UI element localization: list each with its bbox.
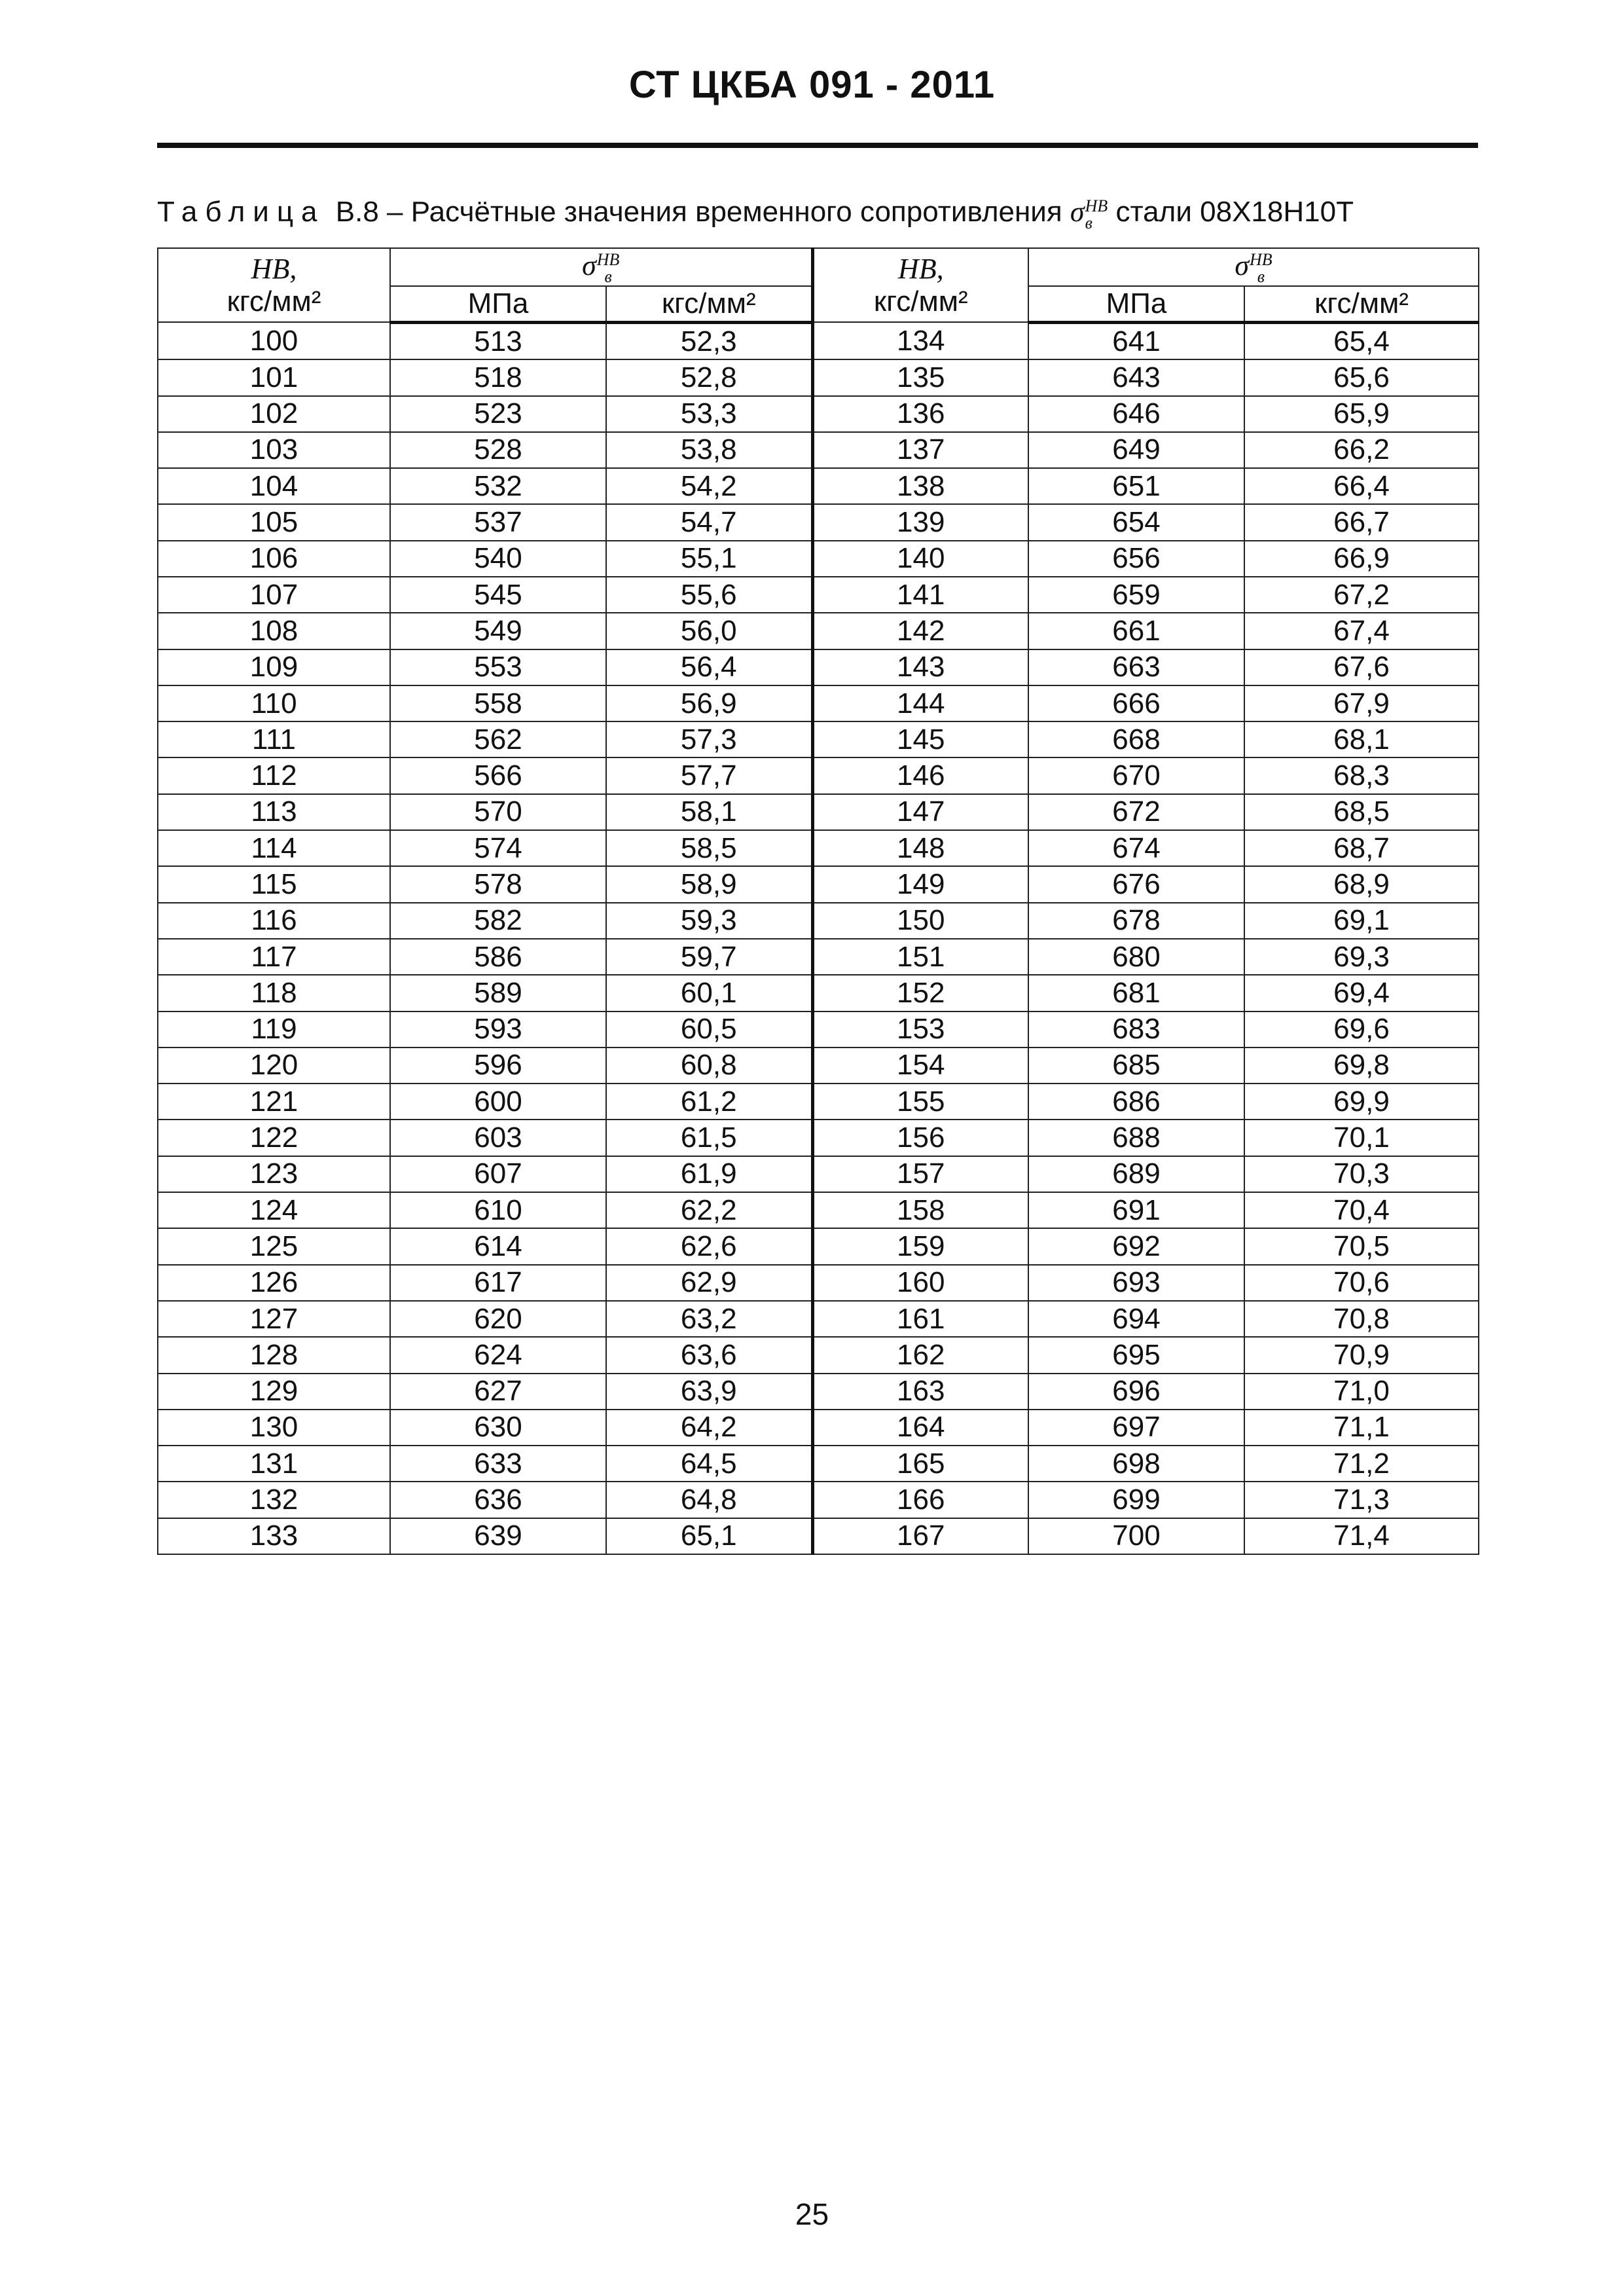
- cell-hb-left: 128: [158, 1337, 390, 1373]
- table-row: [158, 830, 1479, 866]
- cell-mpa-left: 513: [390, 322, 606, 359]
- cell-mpa-right: 676: [1028, 866, 1244, 902]
- cell-hb-right: 145: [812, 721, 1028, 757]
- cell-kgf-right: 71,3: [1244, 1482, 1479, 1518]
- table-row: [158, 396, 1479, 432]
- cell-hb-right: 144: [812, 685, 1028, 721]
- cell-kgf-right: 71,1: [1244, 1410, 1479, 1446]
- cell-hb-left: 114: [158, 830, 390, 866]
- cell-mpa-right: 681: [1028, 975, 1244, 1011]
- table-row: [158, 1011, 1479, 1048]
- cell-mpa-right: 688: [1028, 1120, 1244, 1156]
- cell-kgf-left: 61,5: [606, 1120, 812, 1156]
- cell-kgf-left: 58,9: [606, 866, 812, 902]
- caption-sigma-symbol: σ HB в: [1070, 196, 1108, 232]
- cell-hb-left: 122: [158, 1120, 390, 1156]
- cell-kgf-right: 71,4: [1244, 1518, 1479, 1554]
- cell-hb-right: 153: [812, 1011, 1028, 1048]
- table-row: [158, 1156, 1479, 1192]
- cell-kgf-left: 58,1: [606, 794, 812, 830]
- cell-kgf-right: 67,9: [1244, 685, 1479, 721]
- cell-mpa-right: 656: [1028, 541, 1244, 577]
- cell-mpa-left: 624: [390, 1337, 606, 1373]
- cell-hb-right: 151: [812, 939, 1028, 975]
- cell-mpa-right: 689: [1028, 1156, 1244, 1192]
- cell-mpa-right: 693: [1028, 1265, 1244, 1301]
- cell-mpa-left: 532: [390, 468, 606, 504]
- cell-hb-right: 146: [812, 757, 1028, 793]
- cell-mpa-left: 603: [390, 1120, 606, 1156]
- cell-hb-left: 133: [158, 1518, 390, 1554]
- table-row: [158, 939, 1479, 975]
- cell-hb-left: 105: [158, 504, 390, 540]
- cell-mpa-right: 659: [1028, 577, 1244, 613]
- cell-kgf-left: 63,6: [606, 1337, 812, 1373]
- table-row: [158, 1301, 1479, 1337]
- cell-kgf-right: 69,3: [1244, 939, 1479, 975]
- cell-mpa-right: 672: [1028, 794, 1244, 830]
- table-caption: [157, 195, 1354, 232]
- cell-hb-left: 121: [158, 1084, 390, 1120]
- cell-hb-right: 136: [812, 396, 1028, 432]
- cell-kgf-left: 63,9: [606, 1374, 812, 1410]
- cell-mpa-right: 686: [1028, 1084, 1244, 1120]
- table-row: [158, 1410, 1479, 1446]
- cell-mpa-left: 617: [390, 1265, 606, 1301]
- cell-kgf-left: 61,9: [606, 1156, 812, 1192]
- table-row: [158, 1192, 1479, 1228]
- cell-kgf-right: 70,1: [1244, 1120, 1479, 1156]
- cell-hb-left: 110: [158, 685, 390, 721]
- cell-mpa-left: 607: [390, 1156, 606, 1192]
- cell-kgf-right: 70,9: [1244, 1337, 1479, 1373]
- cell-kgf-right: 68,3: [1244, 757, 1479, 793]
- cell-mpa-right: 651: [1028, 468, 1244, 504]
- cell-hb-right: 142: [812, 613, 1028, 649]
- cell-hb-left: 102: [158, 396, 390, 432]
- cell-mpa-right: 685: [1028, 1048, 1244, 1084]
- cell-mpa-left: 528: [390, 432, 606, 468]
- table-row: [158, 322, 1479, 359]
- cell-hb-right: 139: [812, 504, 1028, 540]
- cell-hb-left: 116: [158, 903, 390, 939]
- header-rule: [157, 143, 1478, 148]
- cell-hb-left: 113: [158, 794, 390, 830]
- cell-kgf-left: 65,1: [606, 1518, 812, 1554]
- cell-kgf-left: 64,8: [606, 1482, 812, 1518]
- cell-mpa-right: 670: [1028, 757, 1244, 793]
- caption-steel-grade: стали 08Х18Н10Т: [1115, 196, 1354, 228]
- cell-kgf-right: 68,7: [1244, 830, 1479, 866]
- table-row: [158, 1084, 1479, 1120]
- header-sigma-left: σ HB в: [390, 248, 812, 286]
- cell-hb-right: 149: [812, 866, 1028, 902]
- cell-mpa-right: 666: [1028, 685, 1244, 721]
- cell-mpa-right: 697: [1028, 1410, 1244, 1446]
- cell-kgf-right: 69,8: [1244, 1048, 1479, 1084]
- cell-hb-left: 103: [158, 432, 390, 468]
- cell-mpa-left: 636: [390, 1482, 606, 1518]
- cell-kgf-left: 52,8: [606, 359, 812, 395]
- cell-hb-right: 141: [812, 577, 1028, 613]
- cell-mpa-right: 680: [1028, 939, 1244, 975]
- cell-kgf-right: 70,8: [1244, 1301, 1479, 1337]
- cell-mpa-right: 683: [1028, 1011, 1244, 1048]
- cell-hb-left: 129: [158, 1374, 390, 1410]
- cell-hb-right: 166: [812, 1482, 1028, 1518]
- table-row: [158, 975, 1479, 1011]
- cell-hb-left: 117: [158, 939, 390, 975]
- table-row: [158, 541, 1479, 577]
- header-kgf-left: кгс/мм²: [606, 286, 812, 323]
- cell-kgf-left: 62,2: [606, 1192, 812, 1228]
- cell-hb-right: 155: [812, 1084, 1028, 1120]
- cell-kgf-left: 52,3: [606, 322, 812, 359]
- cell-kgf-left: 54,7: [606, 504, 812, 540]
- cell-hb-left: 100: [158, 322, 390, 359]
- cell-mpa-right: 696: [1028, 1374, 1244, 1410]
- header-sigma-right: σ HB в: [1028, 248, 1479, 286]
- cell-hb-left: 107: [158, 577, 390, 613]
- cell-kgf-left: 62,9: [606, 1265, 812, 1301]
- cell-kgf-right: 65,9: [1244, 396, 1479, 432]
- cell-hb-right: 134: [812, 322, 1028, 359]
- cell-kgf-left: 53,8: [606, 432, 812, 468]
- cell-mpa-right: 674: [1028, 830, 1244, 866]
- table-row: [158, 866, 1479, 902]
- cell-mpa-right: 663: [1028, 649, 1244, 685]
- cell-hb-right: 157: [812, 1156, 1028, 1192]
- cell-mpa-right: 654: [1028, 504, 1244, 540]
- cell-kgf-right: 66,7: [1244, 504, 1479, 540]
- cell-hb-right: 165: [812, 1446, 1028, 1482]
- header-hb-left: HB, кгс/мм²: [158, 248, 390, 322]
- cell-hb-left: 124: [158, 1192, 390, 1228]
- cell-mpa-left: 586: [390, 939, 606, 975]
- cell-hb-right: 137: [812, 432, 1028, 468]
- cell-hb-left: 109: [158, 649, 390, 685]
- table-row: [158, 1228, 1479, 1264]
- cell-mpa-right: 661: [1028, 613, 1244, 649]
- cell-hb-left: 111: [158, 721, 390, 757]
- document-title: СТ ЦКБА 091 - 2011: [628, 64, 996, 106]
- caption-text: Расчётные значения временного сопротивления: [410, 196, 1062, 228]
- cell-hb-right: 150: [812, 903, 1028, 939]
- table-row: [158, 432, 1479, 468]
- cell-kgf-right: 69,4: [1244, 975, 1479, 1011]
- cell-mpa-left: 566: [390, 757, 606, 793]
- header-kgf-right: кгс/мм²: [1244, 286, 1479, 323]
- cell-hb-right: 167: [812, 1518, 1028, 1554]
- cell-mpa-left: 589: [390, 975, 606, 1011]
- cell-mpa-right: 678: [1028, 903, 1244, 939]
- cell-kgf-left: 62,6: [606, 1228, 812, 1264]
- cell-hb-right: 160: [812, 1265, 1028, 1301]
- cell-kgf-left: 56,9: [606, 685, 812, 721]
- cell-kgf-left: 60,1: [606, 975, 812, 1011]
- cell-hb-left: 104: [158, 468, 390, 504]
- cell-mpa-left: 582: [390, 903, 606, 939]
- cell-mpa-left: 593: [390, 1011, 606, 1048]
- cell-kgf-right: 65,6: [1244, 359, 1479, 395]
- cell-hb-right: 164: [812, 1410, 1028, 1446]
- header-hb-right: HB, кгс/мм²: [812, 248, 1028, 322]
- table-body: [158, 322, 1479, 1554]
- cell-hb-left: 126: [158, 1265, 390, 1301]
- cell-hb-right: 163: [812, 1374, 1028, 1410]
- cell-hb-right: 135: [812, 359, 1028, 395]
- table-row: [158, 649, 1479, 685]
- cell-kgf-left: 64,5: [606, 1446, 812, 1482]
- table-row: [158, 468, 1479, 504]
- cell-kgf-right: 65,4: [1244, 322, 1479, 359]
- cell-hb-right: 143: [812, 649, 1028, 685]
- cell-mpa-left: 570: [390, 794, 606, 830]
- cell-mpa-right: 641: [1028, 322, 1244, 359]
- cell-hb-left: 120: [158, 1048, 390, 1084]
- cell-kgf-left: 63,2: [606, 1301, 812, 1337]
- cell-mpa-right: 668: [1028, 721, 1244, 757]
- cell-hb-right: 161: [812, 1301, 1028, 1337]
- table-row: [158, 1265, 1479, 1301]
- cell-hb-right: 154: [812, 1048, 1028, 1084]
- cell-kgf-left: 57,7: [606, 757, 812, 793]
- cell-kgf-left: 56,4: [606, 649, 812, 685]
- cell-hb-right: 156: [812, 1120, 1028, 1156]
- cell-kgf-right: 68,9: [1244, 866, 1479, 902]
- cell-hb-left: 119: [158, 1011, 390, 1048]
- cell-hb-right: 147: [812, 794, 1028, 830]
- table-row: [158, 1337, 1479, 1373]
- cell-kgf-left: 64,2: [606, 1410, 812, 1446]
- cell-hb-right: 138: [812, 468, 1028, 504]
- cell-kgf-left: 59,3: [606, 903, 812, 939]
- cell-kgf-left: 54,2: [606, 468, 812, 504]
- cell-mpa-left: 537: [390, 504, 606, 540]
- cell-hb-left: 106: [158, 541, 390, 577]
- cell-mpa-left: 540: [390, 541, 606, 577]
- cell-kgf-left: 58,5: [606, 830, 812, 866]
- cell-mpa-left: 627: [390, 1374, 606, 1410]
- cell-hb-left: 125: [158, 1228, 390, 1264]
- cell-mpa-right: 643: [1028, 359, 1244, 395]
- table-row: [158, 1048, 1479, 1084]
- table-row: [158, 685, 1479, 721]
- cell-mpa-left: 518: [390, 359, 606, 395]
- cell-kgf-right: 69,9: [1244, 1084, 1479, 1120]
- cell-hb-left: 123: [158, 1156, 390, 1192]
- cell-kgf-right: 67,6: [1244, 649, 1479, 685]
- cell-mpa-left: 614: [390, 1228, 606, 1264]
- cell-mpa-right: 649: [1028, 432, 1244, 468]
- cell-kgf-right: 66,2: [1244, 432, 1479, 468]
- strength-table: [157, 247, 1479, 1555]
- cell-kgf-left: 55,1: [606, 541, 812, 577]
- cell-hb-left: 108: [158, 613, 390, 649]
- cell-kgf-left: 59,7: [606, 939, 812, 975]
- cell-mpa-left: 549: [390, 613, 606, 649]
- cell-kgf-right: 67,2: [1244, 577, 1479, 613]
- cell-hb-right: 148: [812, 830, 1028, 866]
- cell-mpa-left: 558: [390, 685, 606, 721]
- cell-kgf-right: 71,0: [1244, 1374, 1479, 1410]
- cell-mpa-left: 620: [390, 1301, 606, 1337]
- cell-kgf-right: 68,1: [1244, 721, 1479, 757]
- cell-kgf-right: 69,1: [1244, 903, 1479, 939]
- cell-kgf-left: 61,2: [606, 1084, 812, 1120]
- cell-mpa-right: 700: [1028, 1518, 1244, 1554]
- cell-kgf-right: 67,4: [1244, 613, 1479, 649]
- cell-mpa-left: 562: [390, 721, 606, 757]
- table-row: [158, 721, 1479, 757]
- cell-hb-right: 152: [812, 975, 1028, 1011]
- header-mpa-left: МПа: [390, 286, 606, 323]
- cell-hb-left: 132: [158, 1482, 390, 1518]
- cell-mpa-left: 578: [390, 866, 606, 902]
- cell-kgf-left: 53,3: [606, 396, 812, 432]
- cell-mpa-left: 545: [390, 577, 606, 613]
- cell-hb-left: 115: [158, 866, 390, 902]
- header-mpa-right: МПа: [1028, 286, 1244, 323]
- cell-hb-right: 140: [812, 541, 1028, 577]
- cell-hb-right: 162: [812, 1337, 1028, 1373]
- table-row: [158, 1518, 1479, 1554]
- cell-mpa-left: 523: [390, 396, 606, 432]
- cell-kgf-right: 70,4: [1244, 1192, 1479, 1228]
- cell-mpa-right: 699: [1028, 1482, 1244, 1518]
- cell-hb-left: 130: [158, 1410, 390, 1446]
- page-number: 25: [795, 2197, 829, 2231]
- table-row: [158, 1482, 1479, 1518]
- cell-hb-left: 112: [158, 757, 390, 793]
- cell-kgf-right: 69,6: [1244, 1011, 1479, 1048]
- cell-hb-left: 101: [158, 359, 390, 395]
- cell-mpa-left: 630: [390, 1410, 606, 1446]
- cell-mpa-left: 596: [390, 1048, 606, 1084]
- table-row: [158, 1446, 1479, 1482]
- cell-mpa-right: 691: [1028, 1192, 1244, 1228]
- cell-kgf-right: 68,5: [1244, 794, 1479, 830]
- table-row: [158, 577, 1479, 613]
- cell-kgf-left: 55,6: [606, 577, 812, 613]
- caption-number: В.8 –: [335, 196, 403, 228]
- cell-kgf-right: 71,2: [1244, 1446, 1479, 1482]
- cell-kgf-left: 56,0: [606, 613, 812, 649]
- cell-mpa-right: 694: [1028, 1301, 1244, 1337]
- cell-mpa-left: 600: [390, 1084, 606, 1120]
- cell-kgf-right: 66,4: [1244, 468, 1479, 504]
- table-row: [158, 504, 1479, 540]
- cell-mpa-right: 698: [1028, 1446, 1244, 1482]
- table-row: [158, 359, 1479, 395]
- cell-kgf-right: 66,9: [1244, 541, 1479, 577]
- cell-kgf-right: 70,3: [1244, 1156, 1479, 1192]
- table-row: [158, 757, 1479, 793]
- cell-kgf-left: 57,3: [606, 721, 812, 757]
- table-row: [158, 903, 1479, 939]
- cell-hb-left: 118: [158, 975, 390, 1011]
- cell-kgf-right: 70,6: [1244, 1265, 1479, 1301]
- cell-hb-left: 127: [158, 1301, 390, 1337]
- cell-kgf-left: 60,5: [606, 1011, 812, 1048]
- cell-mpa-right: 692: [1028, 1228, 1244, 1264]
- cell-hb-left: 131: [158, 1446, 390, 1482]
- cell-mpa-left: 610: [390, 1192, 606, 1228]
- cell-mpa-left: 574: [390, 830, 606, 866]
- table-row: [158, 794, 1479, 830]
- cell-mpa-left: 633: [390, 1446, 606, 1482]
- cell-hb-right: 159: [812, 1228, 1028, 1264]
- cell-kgf-right: 70,5: [1244, 1228, 1479, 1264]
- cell-hb-right: 158: [812, 1192, 1028, 1228]
- cell-kgf-left: 60,8: [606, 1048, 812, 1084]
- cell-mpa-left: 639: [390, 1518, 606, 1554]
- cell-mpa-right: 646: [1028, 396, 1244, 432]
- cell-mpa-right: 695: [1028, 1337, 1244, 1373]
- table-row: [158, 1374, 1479, 1410]
- table-row: [158, 1120, 1479, 1156]
- caption-label: Таблица: [157, 196, 325, 228]
- table-row: [158, 613, 1479, 649]
- cell-mpa-left: 553: [390, 649, 606, 685]
